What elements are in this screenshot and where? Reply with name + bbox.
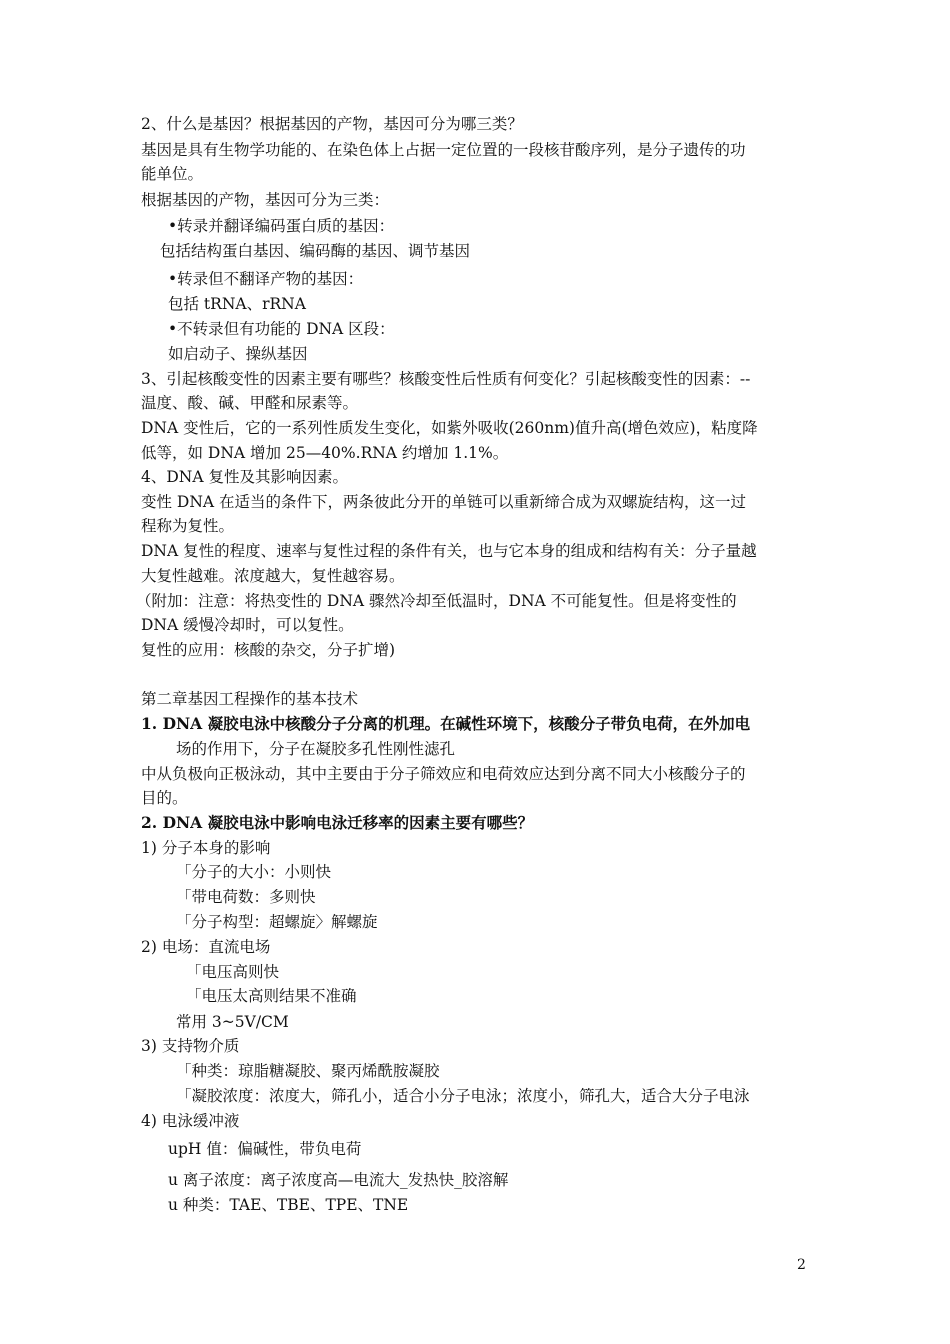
sub-item: u 种类：TAE、TBE、TPE、TNE (168, 1196, 409, 1214)
text-line: 场的作用下，分子在凝胶多孔性刚性滤孔 (176, 740, 456, 758)
list-item: 4) 电泳缓冲液 (141, 1112, 240, 1130)
list-item: 3) 支持物介质 (141, 1037, 240, 1055)
sub-item: 「分子的大小：小则快 (176, 863, 332, 881)
sub-item: 「分子构型：超螺旋〉解螺旋 (176, 913, 378, 931)
text-line: （附加：注意：将热变性的 DNA 骤然冷却至低温时，DNA 不可能复性。但是将变性的 (136, 592, 737, 610)
sub-item: 常用 3~5V/CM (176, 1013, 289, 1031)
chapter-title: 第二章基因工程操作的基本技术 (141, 690, 359, 708)
list-item: 2) 电场：直流电场 (141, 938, 271, 956)
text-line: 大复性越难。浓度越大，复性越容易。 (141, 567, 405, 585)
text-line: 能单位。 (141, 165, 204, 183)
text-line: 中从负极向正极泳动，其中主要由于分子筛效应和电荷效应达到分离不同大小核酸分子的 (141, 765, 746, 783)
text-line: DNA 复性的程度、速率与复性过程的条件有关，也与它本身的组成和结构有关：分子量越 (141, 542, 757, 560)
numbered-item: 2. DNA 凝胶电泳中影响电泳迁移率的因素主要有哪些？ (141, 813, 534, 832)
list-item: 1) 分子本身的影响 (141, 839, 271, 857)
text-line: 包括结构蛋白基因、编码酶的基因、调节基因 (160, 242, 471, 260)
question-2-heading: 2、什么是基因？根据基因的产物，基因可分为哪三类？ (141, 115, 523, 133)
bullet-item: •不转录但有功能的 DNA 区段： (168, 320, 395, 338)
page-number: 2 (797, 1257, 806, 1273)
sub-item: 「电压高则快 (186, 963, 280, 981)
text-line: 基因是具有生物学功能的、在染色体上占据一定位置的一段核苷酸序列，是分子遗传的功 (141, 141, 746, 159)
question-4-heading: 4、DNA 复性及其影响因素。 (141, 468, 348, 486)
bullet-item: •转录但不翻译产物的基因： (168, 270, 364, 288)
text-line: 复性的应用：核酸的杂交，分子扩增) (141, 641, 396, 659)
text-line: 目的。 (141, 789, 188, 807)
sub-item: 「电压太高则结果不准确 (186, 987, 357, 1005)
sub-item: 「凝胶浓度：浓度大，筛孔小，适合小分子电泳；浓度小，筛孔大，适合大分子电泳 (176, 1087, 750, 1105)
text-line: DNA 缓慢冷却时，可以复性。 (141, 616, 354, 634)
sub-item: u 离子浓度：离子浓度高—电流大_发热快_胶溶解 (168, 1171, 509, 1189)
text-line: 如启动子、操纵基因 (168, 345, 308, 363)
text-line: DNA 变性后，它的一系列性质发生变化，如紫外吸收(260nm)值升高(增色效应)，粘度降 (141, 419, 758, 437)
sub-item: 「种类：琼脂糖凝胶、聚丙烯酰胺凝胶 (176, 1062, 440, 1080)
text-line: 包括 tRNA、rRNA (168, 295, 306, 313)
text-line: 根据基因的产物，基因可分为三类： (141, 191, 390, 209)
question-3-heading: 3、引起核酸变性的因素主要有哪些？核酸变性后性质有何变化？引起核酸变性的因素：-- (141, 370, 751, 388)
text-line: 程称为复性。 (141, 517, 235, 535)
text-line: 温度、酸、碱、甲醛和尿素等。 (141, 394, 359, 412)
numbered-item: 1. DNA 凝胶电泳中核酸分子分离的机理。在碱性环境下，核酸分子带负电荷，在外加电 (141, 714, 751, 733)
text-line: 变性 DNA 在适当的条件下，两条彼此分开的单链可以重新缔合成为双螺旋结构，这一过 (141, 493, 747, 511)
bullet-item: •转录并翻译编码蛋白质的基因： (168, 217, 395, 235)
text-line: 低等，如 DNA 增加 25—40%.RNA 约增加 1.1%。 (141, 444, 509, 462)
sub-item: 「带电荷数：多则快 (176, 888, 316, 906)
sub-item: upH 值：偏碱性，带负电荷 (168, 1140, 362, 1158)
